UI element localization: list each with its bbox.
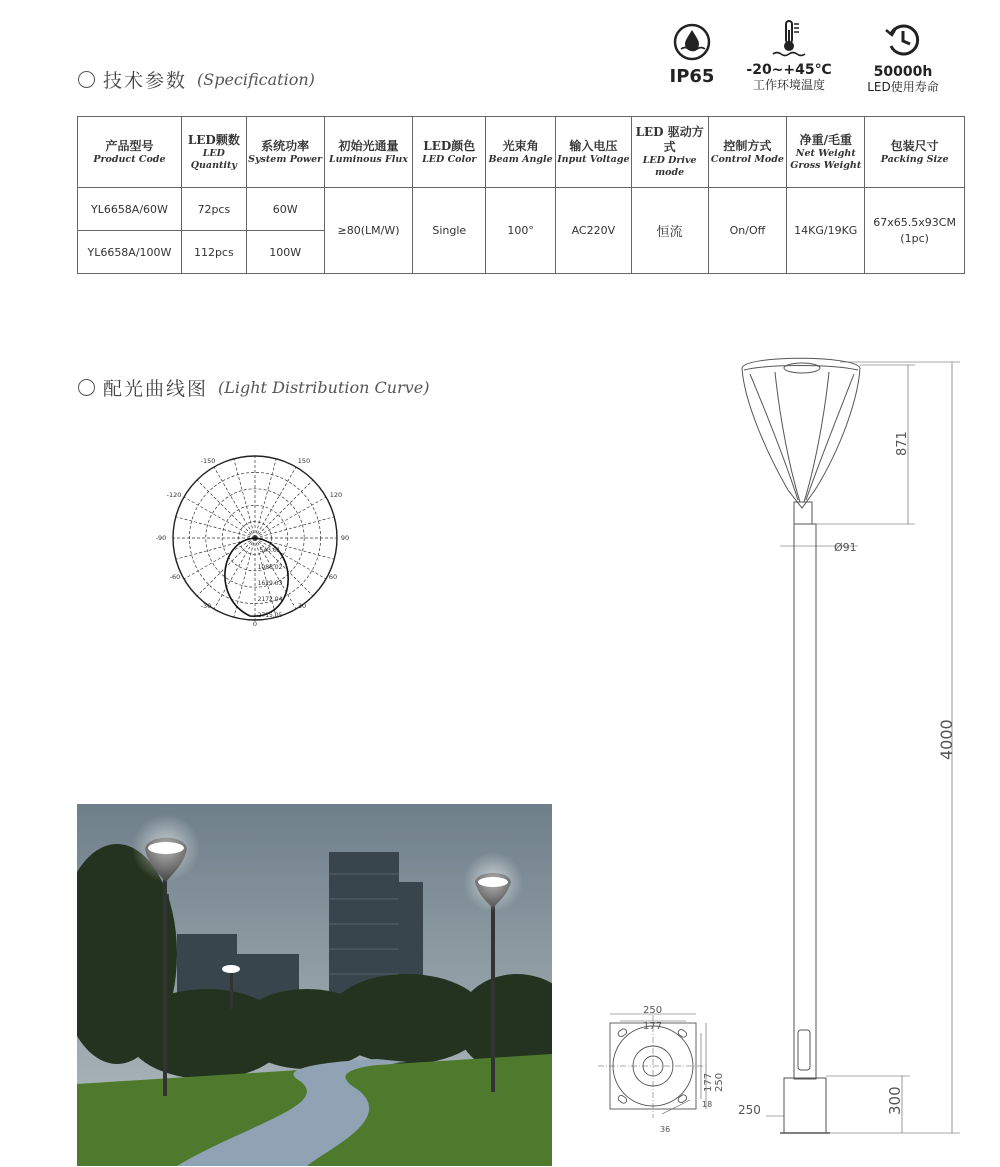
clock-icon <box>883 20 923 60</box>
header-packing-size: 包装尺寸 Packing Size <box>865 117 965 188</box>
pole-shaft <box>794 524 816 1079</box>
polar-diagram <box>150 448 360 633</box>
table-header-row <box>78 117 965 188</box>
plate-dim-offset: 36 <box>660 1125 671 1134</box>
polar-radial-labels <box>258 547 283 619</box>
radial-label: 1629.03 <box>257 580 283 587</box>
night-scene-photo <box>77 804 552 1166</box>
polar-spoke <box>255 467 296 538</box>
angle-label: -30 <box>200 602 212 610</box>
cell-code: YL6658A/100W <box>78 231 182 274</box>
badge-lifetime <box>858 20 948 95</box>
dim-base-width: 250 <box>738 1103 761 1117</box>
header-led-quantity: LED颗数 LED Quantity <box>181 117 246 188</box>
pole-technical-drawing <box>730 350 990 1140</box>
plate-dim-outer: 250 <box>643 1005 663 1016</box>
header-control-mode: 控制方式 Control Mode <box>708 117 787 188</box>
cell-control: On/Off <box>708 188 787 274</box>
lifetime-label: LED使用寿命 <box>867 80 939 94</box>
lifetime-hours: 50000h <box>873 64 933 80</box>
temperature-range: -20~+45℃ <box>746 62 832 78</box>
dim-diameter: Ø91 <box>834 541 857 554</box>
polar-spoke <box>234 538 255 617</box>
polar-spoke <box>184 497 255 538</box>
angle-label: 90 <box>340 534 350 542</box>
cell-color: Single <box>413 188 486 274</box>
polar-spoke <box>255 459 276 538</box>
header-drive-mode: LED 驱动方式 LED Drive mode <box>631 117 708 188</box>
section-bullet-icon <box>78 71 95 88</box>
radial-label: 543.01 <box>259 547 281 554</box>
header-led-color: LED颜色 LED Color <box>413 117 486 188</box>
thermometer-icon <box>769 18 809 58</box>
polar-spoke <box>255 480 313 538</box>
header-input-voltage: 输入电压 Input Voltage <box>555 117 631 188</box>
polar-spoke <box>255 517 334 538</box>
dim-total-height: 4000 <box>937 719 956 760</box>
plate-dim-side-outer: 250 <box>714 1072 725 1092</box>
cell-qty: 112pcs <box>181 231 246 274</box>
angle-label: 60 <box>328 573 338 581</box>
dim-head-height: 871 <box>895 431 910 456</box>
spec-table <box>77 116 965 274</box>
cell-drive: 恒流 <box>631 188 708 274</box>
radial-label: 2715.05 <box>257 612 283 619</box>
header-beam-angle: 光束角 Beam Angle <box>486 117 556 188</box>
angle-label: 30 <box>297 602 307 610</box>
cell-beam: 100° <box>486 188 556 274</box>
polar-spoke <box>255 497 326 538</box>
badge-ip65 <box>664 22 720 88</box>
ip-rating: IP65 <box>669 66 715 87</box>
angle-label: -60 <box>169 573 181 581</box>
cell-power: 60W <box>246 188 324 231</box>
plate-dim-side-inner: 177 <box>703 1072 714 1092</box>
polar-spoke <box>176 517 255 538</box>
waterproof-icon <box>672 22 712 62</box>
cell-packing: 67x65.5x93CM (1pc) <box>865 188 965 274</box>
polar-spoke <box>234 459 255 538</box>
access-door <box>798 1030 810 1070</box>
cell-voltage: AC220V <box>555 188 631 274</box>
polar-spoke <box>184 538 255 579</box>
temperature-label: 工作环境温度 <box>752 78 825 92</box>
cell-flux: ≥80(LM/W) <box>324 188 413 274</box>
section-bullet-icon <box>78 379 95 396</box>
dim-base-height: 300 <box>886 1086 904 1115</box>
badge-temperature <box>744 18 834 93</box>
polar-spoke <box>214 467 255 538</box>
angle-label: -90 <box>155 534 167 542</box>
angle-label: 0 <box>252 620 258 628</box>
pole-base <box>784 1078 826 1133</box>
angle-label: -120 <box>166 491 182 499</box>
table-row <box>78 188 965 231</box>
plate-dim-bolt: 18 <box>702 1100 713 1109</box>
cell-qty: 72pcs <box>181 188 246 231</box>
header-product-code: 产品型号 Product Code <box>78 117 182 188</box>
polar-spoke <box>255 538 326 579</box>
angle-label: 120 <box>329 491 343 499</box>
curve-section-title: 配光曲线图 (Light Distribution Curve) <box>78 374 429 401</box>
angle-label: -150 <box>200 457 216 465</box>
base-plate-drawing <box>598 1000 738 1140</box>
angle-label: 150 <box>297 457 311 465</box>
cell-code: YL6658A/60W <box>78 188 182 231</box>
plate-dim-inner: 177 <box>643 1021 663 1032</box>
radial-label: 2172.04 <box>257 596 283 603</box>
header-system-power: 系统功率 System Power <box>246 117 324 188</box>
header-luminous-flux: 初始光通量 Luminous Flux <box>324 117 413 188</box>
cell-weight: 14KG/19KG <box>787 188 865 274</box>
night-scene-illustration <box>77 804 552 1166</box>
radial-label: 1086.02 <box>257 564 283 571</box>
lamp-head-outline <box>742 358 860 508</box>
header-weight: 净重/毛重 Net Weight Gross Weight <box>787 117 865 188</box>
spec-section-title: 技术参数 (Specification) <box>78 66 315 93</box>
cell-power: 100W <box>246 231 324 274</box>
polar-spoke <box>197 480 255 538</box>
